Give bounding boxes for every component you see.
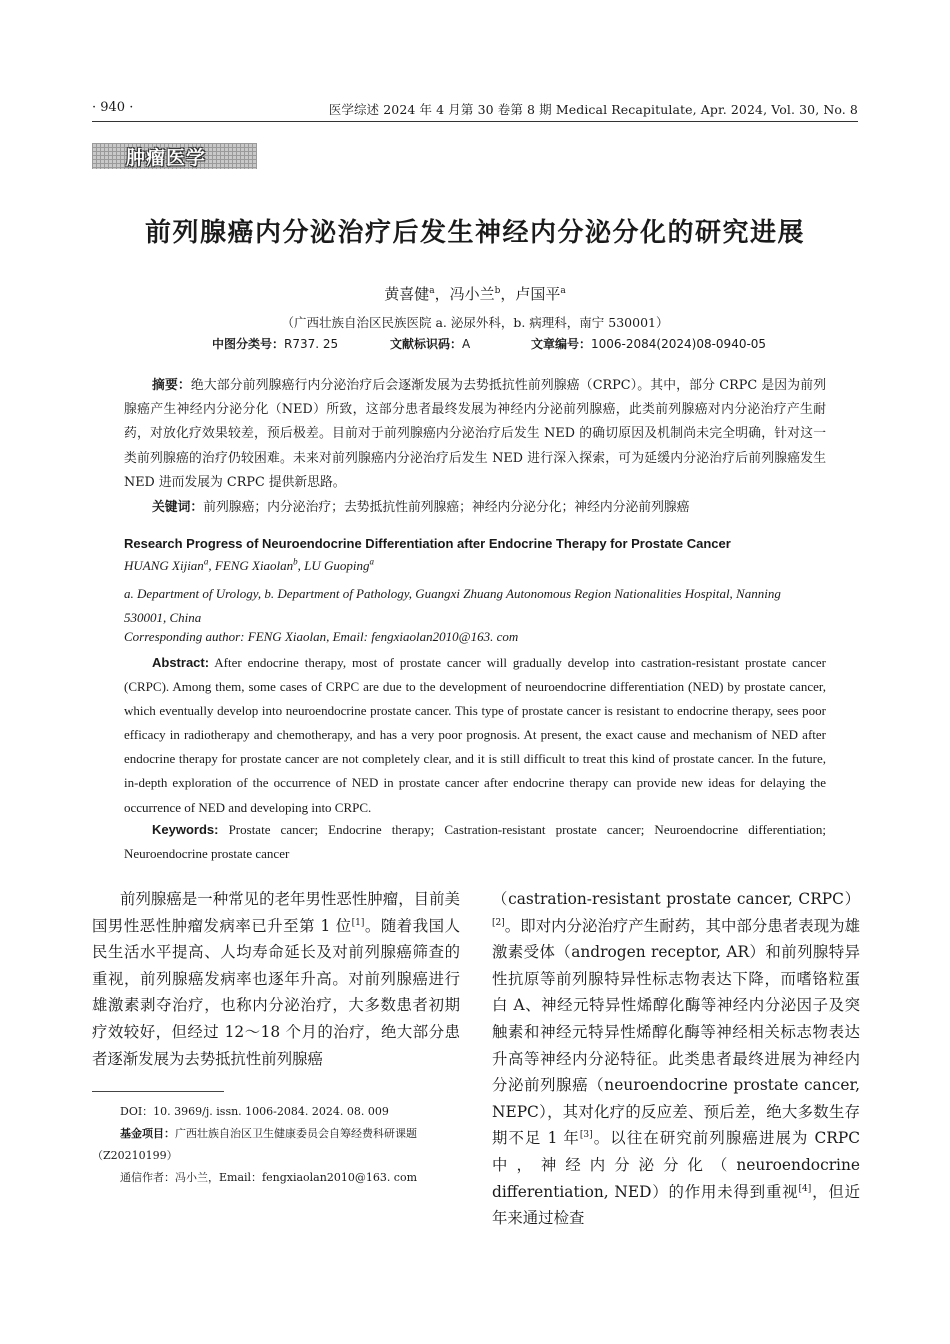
author-name: 冯小兰	[449, 285, 495, 303]
doc-label: 文献标识码：	[390, 337, 463, 351]
section-badge	[92, 143, 257, 169]
page-number: · 940 ·	[92, 100, 134, 115]
author-affil-mark: a	[369, 556, 375, 567]
footnote-doi: DOI：10. 3969/j. issn. 1006-2084. 2024. 08. 009	[120, 1105, 389, 1118]
article-title: 前列腺癌内分泌治疗后发生神经内分泌分化的研究进展	[144, 218, 805, 248]
footnote-fund-text: 广西壮族自治区卫生健康委员会自筹经费科研课题（Z20210199）	[92, 1127, 417, 1162]
author-affil-mark: b	[494, 286, 501, 296]
author-affil-mark: a	[560, 286, 566, 296]
footnote-fund-label: 基金项目：	[120, 1127, 175, 1140]
art-value: 1006-2084(2024)08-0940-05	[591, 337, 767, 351]
author-list: 黄喜健$^a$，冯小兰$^b$，卢国平$^a$	[384, 285, 566, 303]
citation-ref: [1]	[351, 917, 365, 928]
body-text: ，但近年来通过检查	[492, 1182, 860, 1228]
author-affil-mark: b	[293, 556, 298, 567]
footnote-rule	[92, 1091, 224, 1092]
body-text: （castration-resistant prostate cancer, CRPC）	[492, 890, 860, 908]
article-number	[531, 335, 766, 352]
body-text: 。随着我国人民生活水平提高、人均寿命延长及对前列腺癌筛查的重视，前列腺癌发病率也逐年升高。对前列腺癌进行雄激素剥夺治疗，也称内分泌治疗，大多数患者初期疗效较好，但经过 12～18 个月的治疗，绝大部分患者逐渐发展为去势抵抗性前列腺癌	[92, 916, 460, 1068]
abstract-cn	[124, 374, 826, 495]
author-affil-mark: a	[203, 556, 209, 567]
section-label: 肿瘤医学	[126, 146, 207, 169]
body-text: 。即对内分泌治疗产生耐药，其中部分患者表现为雄激素受体（androgen receptor, AR）和前列腺特异性抗原等前列腺特异性标志物表达下降，而嗜铬粒蛋白 A、神经元特异性烯醇化酶等神经内分泌因子及突触素和神经元特异性烯醇化酶等神经相关标志物表达升高等神经内分泌特征。此类患者最终进展为神经内分泌前列腺癌（neuroendocrine prostate cancer, NEPC），其对化疗的反应差、预后差，绝大多数生存期不足 1 年	[492, 916, 860, 1148]
english-keywords-text: Prostate cancer; Endocrine therapy; Castration-resistant prostate cancer; Neuroendocrine differentiation; Neuroendocrine prostate cancer	[124, 822, 827, 862]
english-authors: HUANG Xijian$^a$, FENG Xiaolan$^b$, LU Guoping$^a$	[124, 556, 375, 573]
body-text: 前列腺癌是一种常见的老年男性恶性肿瘤，目前美国男性恶性肿瘤发病率已升至第 1 位	[92, 890, 460, 935]
english-author: HUANG Xijian	[124, 558, 204, 573]
english-abstract-label: Abstract:	[152, 655, 210, 670]
footnote-fund	[92, 1123, 460, 1167]
doc-value: A	[462, 337, 471, 351]
journal-citation: 医学综述 2024 年 4 月第 30 卷第 8 期 Medical Recapitulate, Apr. 2024, Vol. 30, No. 8	[328, 102, 858, 117]
english-title: Research Progress of Neuroendocrine Differentiation after Endocrine Therapy for Prostate Cancer	[124, 536, 731, 551]
english-affiliation: a. Department of Urology, b. Department of Pathology, Guangxi Zhuang Autonomous Region Nationalities Hospital, Nanning 530001, China	[124, 586, 781, 625]
author-affil-mark: a	[429, 286, 435, 296]
author-name: 卢国平	[515, 285, 561, 303]
author-name: 黄喜健	[384, 285, 430, 303]
english-author: LU Guoping	[304, 558, 370, 573]
citation-ref: [3]	[579, 1130, 593, 1141]
body-paragraph	[492, 886, 860, 1232]
english-corresponding-author: Corresponding author: FENG Xiaolan, Email: fengxiaolan2010@163. com	[124, 629, 519, 644]
citation-ref: [2]	[492, 917, 505, 928]
abstract-cn-label: 摘要：	[152, 378, 191, 393]
body-text: 。以往在研究前列腺癌进展为 CRPC 中，神经内分泌分化（neuroendocrine differentiation, NED）的作用未得到重视	[492, 1129, 861, 1201]
body-column-left	[92, 886, 460, 1072]
english-keywords-label: Keywords:	[152, 822, 219, 837]
citation-ref: [4]	[798, 1183, 812, 1194]
clc-label: 中图分类号：	[212, 337, 285, 351]
art-label: 文章编号：	[531, 337, 592, 351]
body-paragraph	[92, 886, 460, 1072]
abstract-cn-text: 绝大部分前列腺癌行内分泌治疗后会逐渐发展为去势抵抗性前列腺癌（CRPC）。其中，部分 CRPC 是因为前列腺癌产生神经内分泌分化（NED）所致，这部分患者最终发展为神经内分泌前列腺癌，此类前列腺癌对内分泌治疗产生耐药，对放化疗效果较差，预后极差。目前对于前列腺癌内分泌治疗后发生 NED 的确切原因及机制尚未完全明确，针对这一类前列腺癌的治疗仍较困难。未来对前列腺癌内分泌治疗后发生 NED 进行深入探索，可为延缓内分泌治疗后前列腺癌发生 NED 进而发展为 CRPC 提供新思路。	[124, 378, 826, 490]
clc-value: R737. 25	[284, 337, 339, 351]
keywords-cn	[124, 496, 826, 520]
english-abstract	[124, 651, 826, 820]
body-column-right	[492, 886, 860, 1232]
keywords-cn-text: 前列腺癌；内分泌治疗；去势抵抗性前列腺癌；神经内分泌分化；神经内分泌前列腺癌	[203, 500, 690, 515]
english-keywords	[124, 818, 826, 866]
english-abstract-text: After endocrine therapy, most of prostate cancer will gradually develop into castration-resistant prostate cancer (CRPC). Among them, some cases of CRPC are due to the development of neuroendocrine differentiation (NED) by prostate cancer, which eventually develop into neuroendocrine prostate cancer. This type of prostate cancer is resistant to endocrine therapy, sees poor efficacy in radiotherapy and chemotherapy, and has a very poor prognosis. At present, the exact cause and mechanism of NED after endocrine therapy for prostate cancer are not completely clear, and it is still difficult to treat this kind of prostate cancer. In the future, in-depth exploration of the occurrence of NED in prostate cancer after endocrine therapy can provide new ideas for delaying the occurrence of NED and developing into CRPC.	[124, 655, 826, 815]
english-author: FENG Xiaolan	[214, 558, 294, 573]
doc-code	[390, 335, 470, 352]
clc-number	[212, 335, 338, 352]
footnote-corresponding: 通信作者：冯小兰，Email：fengxiaolan2010@163. com	[120, 1171, 418, 1184]
keywords-cn-label: 关键词：	[152, 500, 204, 515]
header-rule	[92, 121, 858, 122]
affiliation: （广西壮族自治区民族医院 a. 泌尿外科，b. 病理科，南宁 530001）	[281, 315, 669, 330]
